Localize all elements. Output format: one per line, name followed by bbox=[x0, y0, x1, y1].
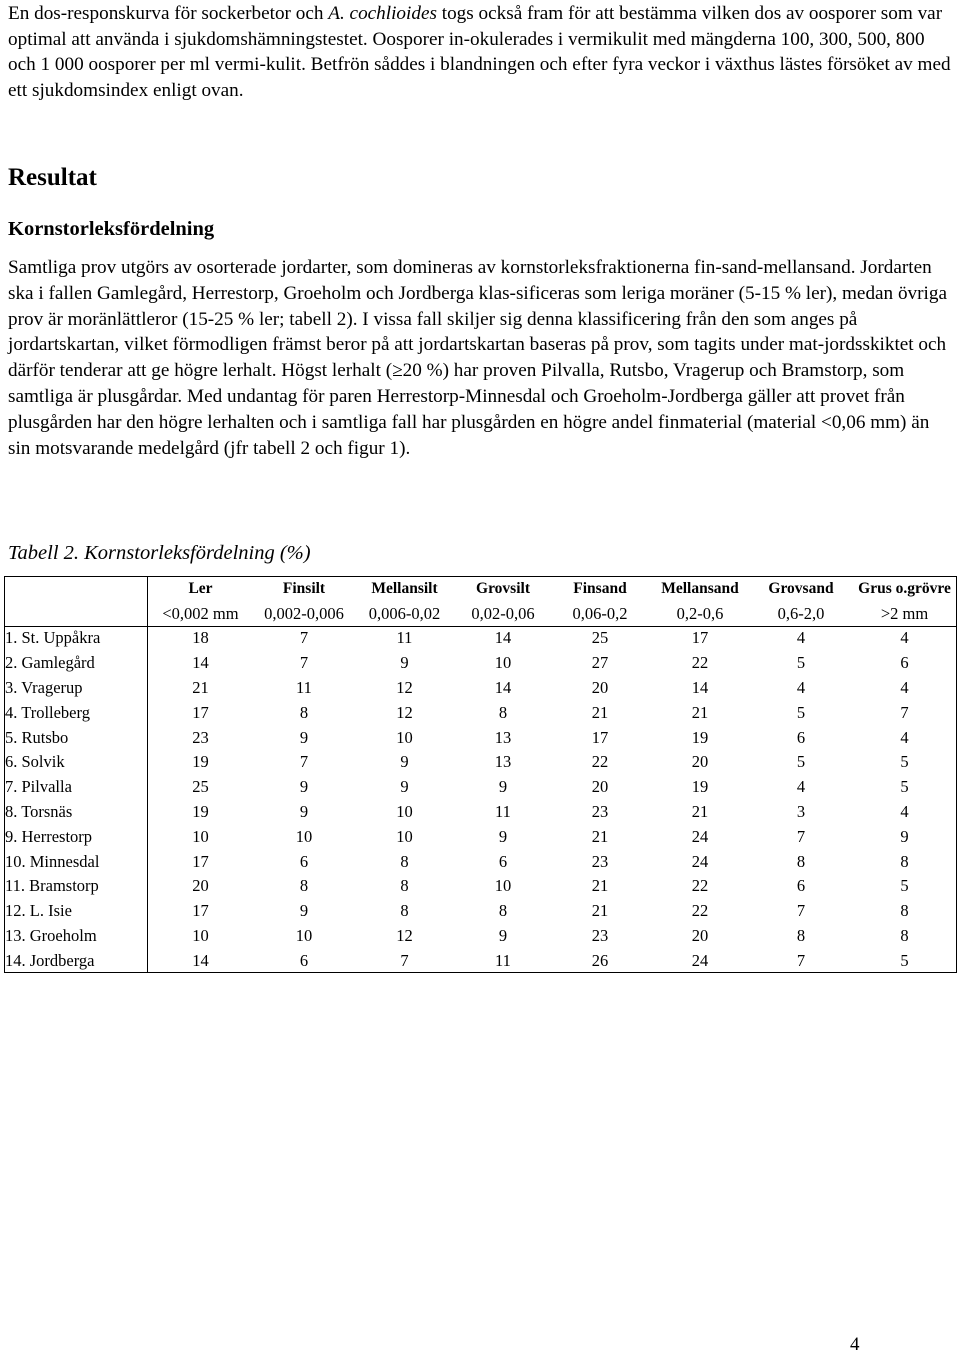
header-cell: Finsand bbox=[573, 580, 627, 597]
header-cell: Grovsilt bbox=[476, 580, 530, 597]
table-cell: 9 bbox=[400, 777, 409, 797]
row-label: 1. St. Uppåkra bbox=[5, 628, 101, 648]
row-label: 9. Herrestorp bbox=[5, 826, 93, 846]
table-cell: 4 bbox=[796, 777, 806, 797]
table-row bbox=[4, 676, 958, 701]
document-page bbox=[8, 0, 953, 564]
table-cell: 9 bbox=[299, 727, 309, 747]
table-cell: 4 bbox=[900, 801, 909, 821]
table-cell: 17 bbox=[691, 628, 709, 648]
table-cell: 5 bbox=[900, 752, 909, 772]
table-cell: 9 bbox=[900, 826, 909, 846]
results-heading: Resultat bbox=[8, 164, 97, 191]
table-row bbox=[4, 775, 958, 800]
table-cell: 12 bbox=[396, 677, 413, 697]
header-cell: Finsilt bbox=[282, 580, 326, 597]
table-cell: 27 bbox=[591, 653, 609, 673]
table-cell: 4 bbox=[900, 628, 909, 648]
units-corner bbox=[4, 602, 147, 626]
table-header-row bbox=[4, 576, 958, 602]
header-corner bbox=[4, 576, 147, 602]
table-cell: 14 bbox=[494, 677, 512, 697]
table-cell: 21 bbox=[691, 801, 709, 821]
table-cell: 12 bbox=[396, 702, 413, 722]
table-cell: 8 bbox=[498, 901, 508, 921]
header-cell: Grovsand bbox=[768, 580, 834, 597]
table-cell: 14 bbox=[192, 653, 209, 673]
table-cell: 8 bbox=[400, 851, 409, 871]
table-cell: 6 bbox=[299, 851, 309, 871]
table-cell: 20 bbox=[591, 677, 609, 697]
row-label: 14. Jordberga bbox=[5, 950, 95, 970]
table-cell: 8 bbox=[796, 925, 806, 945]
table-cell: 7 bbox=[299, 628, 309, 648]
table-row bbox=[4, 626, 958, 651]
table-cell: 7 bbox=[299, 653, 309, 673]
table-row bbox=[4, 800, 958, 825]
unit-cell: 0,06-0,2 bbox=[572, 604, 628, 623]
table-cell: 8 bbox=[498, 702, 508, 722]
table-cell: 22 bbox=[691, 876, 709, 896]
table-cell: 9 bbox=[498, 826, 508, 846]
table-cell: 5 bbox=[796, 752, 806, 772]
table-cell: 7 bbox=[900, 702, 909, 722]
row-label: 4. Trolleberg bbox=[5, 702, 90, 722]
table-cell: 8 bbox=[400, 901, 409, 921]
table-cell: 22 bbox=[691, 901, 709, 921]
header-cell: Grus o.grövre bbox=[858, 580, 951, 597]
table-cell: 11 bbox=[296, 677, 312, 697]
table-row bbox=[4, 849, 958, 874]
table-cell: 9 bbox=[299, 777, 309, 797]
table-cell: 8 bbox=[299, 702, 309, 722]
table-cell: 14 bbox=[192, 950, 209, 970]
table-cell: 10 bbox=[494, 876, 512, 896]
table-cell: 6 bbox=[796, 876, 806, 896]
table-cell: 8 bbox=[400, 876, 409, 896]
table-row bbox=[4, 700, 958, 725]
table-cell: 8 bbox=[900, 851, 909, 871]
unit-cell: <0,002 mm bbox=[162, 604, 239, 623]
table-cell: 11 bbox=[495, 950, 511, 970]
grain-size-table bbox=[4, 576, 958, 973]
unit-cell: 0,002-0,006 bbox=[264, 604, 344, 623]
row-label: 11. Bramstorp bbox=[5, 876, 99, 896]
table-cell: 10 bbox=[396, 801, 413, 821]
table-cell: 10 bbox=[192, 925, 209, 945]
table-cell: 18 bbox=[192, 628, 209, 648]
table-cell: 7 bbox=[796, 950, 806, 970]
table-cell: 7 bbox=[400, 950, 409, 970]
intro-text-end: togs också fram för att bestämma vilken dos av oosporer som var optimal att använda i sjukdomshämningstestet. Oosporer in-okulerades i vermikulit med mängderna 100, 300, 500, 800 och 1 000 oosporer per ml vermi-kulit. Betfrön såddes i blandningen och efter fyra veckor i växthus lästes försöket av med ett sjukdomsindex enligt ovan. bbox=[8, 3, 951, 101]
table-row bbox=[4, 750, 958, 775]
table-cell: 14 bbox=[691, 677, 709, 697]
row-label: 10. Minnesdal bbox=[5, 851, 100, 871]
table-units-row bbox=[4, 602, 958, 626]
table-cell: 8 bbox=[796, 851, 806, 871]
table-cell: 9 bbox=[400, 752, 409, 772]
table-cell: 4 bbox=[900, 677, 909, 697]
unit-cell: 0,6-2,0 bbox=[777, 604, 825, 623]
table-cell: 7 bbox=[796, 901, 806, 921]
table-cell: 9 bbox=[400, 653, 409, 673]
table-cell: 17 bbox=[591, 727, 609, 747]
table-cell: 5 bbox=[796, 702, 806, 722]
table-cell: 21 bbox=[591, 702, 609, 722]
table-cell: 10 bbox=[396, 826, 413, 846]
row-label: 12. L. Isie bbox=[5, 901, 72, 921]
unit-cell: 0,006-0,02 bbox=[368, 604, 441, 623]
table-cell: 9 bbox=[498, 777, 508, 797]
row-label: 6. Solvik bbox=[5, 752, 65, 772]
table-cell: 3 bbox=[796, 801, 806, 821]
table-cell: 7 bbox=[299, 752, 309, 772]
table-cell: 9 bbox=[299, 901, 309, 921]
table-caption: Tabell 2. Kornstorleksfördelning (%) bbox=[8, 542, 311, 564]
table-cell: 21 bbox=[192, 677, 209, 697]
table-cell: 23 bbox=[591, 801, 609, 821]
header-cell: Mellansilt bbox=[371, 580, 438, 597]
table-cell: 6 bbox=[900, 653, 909, 673]
table-cell: 20 bbox=[691, 925, 709, 945]
table-cell: 10 bbox=[494, 653, 512, 673]
table-cell: 4 bbox=[796, 677, 806, 697]
table-cell: 23 bbox=[591, 925, 609, 945]
table-cell: 22 bbox=[691, 653, 709, 673]
grain-size-heading: Kornstorleksfördelning bbox=[8, 218, 215, 240]
table-row bbox=[4, 651, 958, 676]
table-cell: 22 bbox=[591, 752, 609, 772]
table-cell: 11 bbox=[396, 628, 413, 648]
table-row bbox=[4, 874, 958, 899]
table-cell: 24 bbox=[691, 950, 709, 970]
page-number: 4 bbox=[850, 1334, 860, 1355]
table-cell: 20 bbox=[192, 876, 209, 896]
table-cell: 23 bbox=[192, 727, 209, 747]
table-cell: 20 bbox=[691, 752, 709, 772]
table-cell: 9 bbox=[299, 801, 309, 821]
header-cell: Mellansand bbox=[661, 580, 739, 597]
table-cell: 23 bbox=[591, 851, 609, 871]
intro-text-start: En dos-responskurva för sockerbetor och bbox=[8, 3, 329, 24]
table-cell: 6 bbox=[299, 950, 309, 970]
table-cell: 21 bbox=[591, 826, 609, 846]
table-cell: 21 bbox=[591, 901, 609, 921]
table-cell: 8 bbox=[299, 876, 309, 896]
table-cell: 5 bbox=[900, 777, 909, 797]
table-cell: 12 bbox=[396, 925, 413, 945]
table-cell: 21 bbox=[691, 702, 709, 722]
table-cell: 10 bbox=[396, 727, 413, 747]
table-row bbox=[4, 948, 958, 973]
table-cell: 13 bbox=[494, 752, 512, 772]
row-label: 3. Vragerup bbox=[5, 677, 83, 697]
table-row bbox=[4, 924, 958, 949]
table-cell: 4 bbox=[900, 727, 909, 747]
table-cell: 19 bbox=[691, 727, 709, 747]
row-label: 7. Pilvalla bbox=[5, 777, 72, 797]
row-label: 8. Torsnäs bbox=[5, 801, 73, 821]
table-cell: 19 bbox=[192, 752, 209, 772]
table-cell: 17 bbox=[192, 901, 209, 921]
table-cell: 10 bbox=[295, 925, 313, 945]
unit-cell: >2 mm bbox=[880, 604, 929, 623]
table-row bbox=[4, 824, 958, 849]
table-cell: 10 bbox=[295, 826, 313, 846]
table-cell: 13 bbox=[494, 727, 512, 747]
table-cell: 6 bbox=[498, 851, 508, 871]
table-cell: 17 bbox=[192, 851, 209, 871]
table-row bbox=[4, 725, 958, 750]
table-cell: 24 bbox=[691, 851, 709, 871]
unit-cell: 0,2-0,6 bbox=[676, 604, 724, 623]
table-cell: 9 bbox=[498, 925, 508, 945]
row-label: 2. Gamlegård bbox=[5, 653, 95, 673]
header-cell: Ler bbox=[188, 580, 213, 597]
row-label: 5. Rutsbo bbox=[5, 727, 69, 747]
results-paragraph: Samtliga prov utgörs av osorterade jordarter, som domineras av kornstorleksfraktionerna fin-sand-mellansand. Jordarten ska i fallen Gamlegård, Herrestorp, Groeholm och Jordberga klas-sificeras som leriga moräner (5-15 % ler), medan övriga prov är moränlättleror (15-25 % ler; tabell 2). I vissa fall skiljer sig denna klassificering från den som anges på jordartskartan, vilket förmodligen främst beror på att jordartskartan baseras på prov, som tagits under mat-jordsskiktet och därför tenderar att ge högre lerhalt. Högst lerhalt (≥20 %) har proven Pilvalla, Rutsbo, Vragerup och Bramstorp, som samtliga är plusgårdar. Med undantag för paren Herrestorp-Minnesdal och Groeholm-Jordberga gäller att provet från plusgården har den högre lerhalten och i samtliga fall har plusgården en högre andel finmaterial (material <0,06 mm) än sin motsvarande medelgård (jfr tabell 2 och figur 1). bbox=[8, 257, 947, 459]
row-label: 13. Groeholm bbox=[5, 925, 97, 945]
table-cell: 21 bbox=[591, 876, 609, 896]
intro-paragraph bbox=[8, 0, 953, 103]
table-cell: 11 bbox=[495, 801, 511, 821]
table-cell: 7 bbox=[796, 826, 806, 846]
table-cell: 10 bbox=[192, 826, 209, 846]
table-cell: 26 bbox=[591, 950, 609, 970]
table-cell: 17 bbox=[192, 702, 209, 722]
table-cell: 24 bbox=[691, 826, 709, 846]
table-cell: 8 bbox=[900, 901, 909, 921]
table-row bbox=[4, 899, 958, 924]
table-cell: 6 bbox=[796, 727, 806, 747]
table-cell: 19 bbox=[192, 801, 209, 821]
table-cell: 25 bbox=[591, 628, 609, 648]
table-cell: 4 bbox=[796, 628, 806, 648]
table-cell: 20 bbox=[591, 777, 609, 797]
table-cell: 5 bbox=[900, 950, 909, 970]
unit-cell: 0,02-0,06 bbox=[471, 604, 535, 623]
table-cell: 25 bbox=[192, 777, 209, 797]
table-cell: 5 bbox=[796, 653, 806, 673]
species-name: A. cochlioides bbox=[328, 3, 437, 24]
table-cell: 19 bbox=[691, 777, 709, 797]
table-cell: 8 bbox=[900, 925, 909, 945]
table-cell: 14 bbox=[494, 628, 512, 648]
table-cell: 5 bbox=[900, 876, 909, 896]
